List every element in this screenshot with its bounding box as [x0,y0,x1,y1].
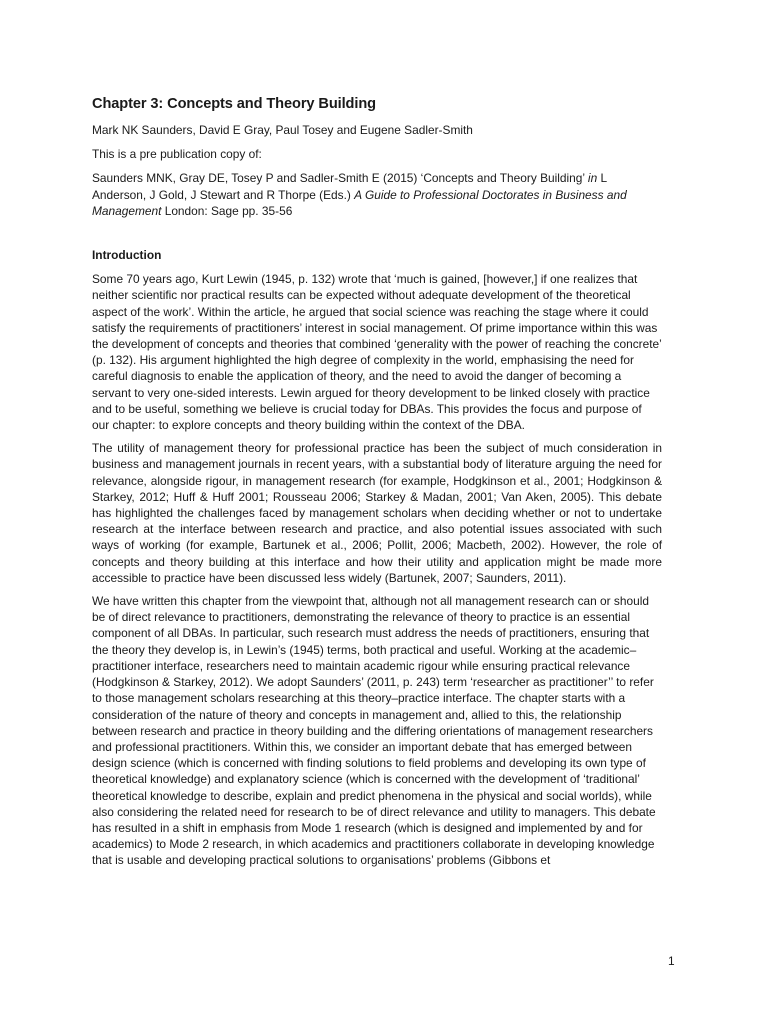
citation-part-3: London: Sage pp. 35-56 [161,203,293,218]
prepublication-note: This is a pre publication copy of: [92,147,262,162]
paragraph-1: Some 70 years ago, Kurt Lewin (1945, p. 132) wrote that ‘much is gained, [however,] if one realizes that neither scientific nor practical results can be expected without adequate development of the theoretical aspect of the work’. Within the article, he argued that social science was reaching the stage where it could satisfy the requirements of practitioners’ interest in social management. Of prime importance within this was the development of concepts and theories that combined ‘generality with the power of reaching the concrete’ (p. 132). His argument highlighted the high degree of complexity in the world, emphasising the need for careful diagnosis to enable the application of theory, and the need to avoid the danger of becoming a servant to very one-sided interests. Lewin argued for theory development to be linked closely with practice and to be useful, something we believe is crucial today for DBAs. This provides the focus and purpose of our chapter: to explore concepts and theory building within the context of the DBA. [92,272,662,433]
section-heading-introduction: Introduction [92,248,162,263]
author-list: Mark NK Saunders, David E Gray, Paul Tosey and Eugene Sadler-Smith [92,123,473,137]
citation-part-1: Saunders MNK, Gray DE, Tosey P and Sadler-Smith E (2015) ‘Concepts and Theory Building’ [92,171,588,186]
citation-book-title: A Guide to Professional Doctorates in Business and Management [92,187,627,218]
paragraph-3: We have written this chapter from the viewpoint that, although not all management research can or should be of direct relevance to practitioners, demonstrating the relevance of theory to practice is an essential component of all DBAs. In particular, such research must address the needs of practitioners, ensuring that the theory they develop is, in Lewin’s (1945) terms, both practical and useful. Working at the academic–practitioner interface, researchers need to maintain academic rigour while ensuring practical relevance (Hodgkinson & Starkey, 2012). We adopt Saunders’ (2011, p. 243) term ‘researcher as practitioner’’ to refer to those management scholars researching at this theory–practice interface. The chapter starts with a consideration of the nature of theory and concepts in management and, allied to this, the relationship between research and practice in theory building and the differing orientations of management researchers and professional practitioners. Within this, we consider an important debate that has emerged between design science (which is concerned with finding solutions to field problems and developing its own type of theoretical knowledge) and explanatory science (which is concerned with the development of ‘traditional’ theoretical knowledge to describe, explain and predict phenomena in the physical and social worlds), while also considering the related need for research to be of direct relevance and utility to managers. This debate has resulted in a shift in emphasis from Mode 1 research (which is designed and implemented by and for academics) to Mode 2 research, in which academics and practitioners collaborate in developing knowledge that is usable and developing practical solutions to organisations’ problems (Gibbons et [92,594,656,868]
citation-part-2: L Anderson, J Gold, J Stewart and R Thorpe (Eds.) [92,171,607,202]
page-content [92,94,662,876]
chapter-title: Chapter 3: Concepts and Theory Building [92,96,376,112]
paragraph-2: The utility of management theory for professional practice has been the subject of much consideration in business and management journals in recent years, with a substantial body of literature arguing the need for relevance, alongside rigour, in management research (for example, Hodgkinson et al., 2001; Hodgkinson & Starkey, 2012; Huff & Huff 2001; Rousseau 2006; Starkey & Madan, 2001; Van Aken, 2005). This debate has highlighted the challenges faced by management scholars when deciding whether or not to undertake research at the interface between research and practice, and also potential issues associated with such ways of working (for example, Bartunek et al., 2006; Pollit, 2006; Macbeth, 2002). However, the role of concepts and theory building at this interface and how their utility and application might be made more accessible to practice have been discussed less widely (Bartunek, 2007; Saunders, 2011). [92,441,662,585]
citation [92,170,662,219]
page-number: 1 [668,954,675,968]
citation-in-word: in [587,171,598,186]
